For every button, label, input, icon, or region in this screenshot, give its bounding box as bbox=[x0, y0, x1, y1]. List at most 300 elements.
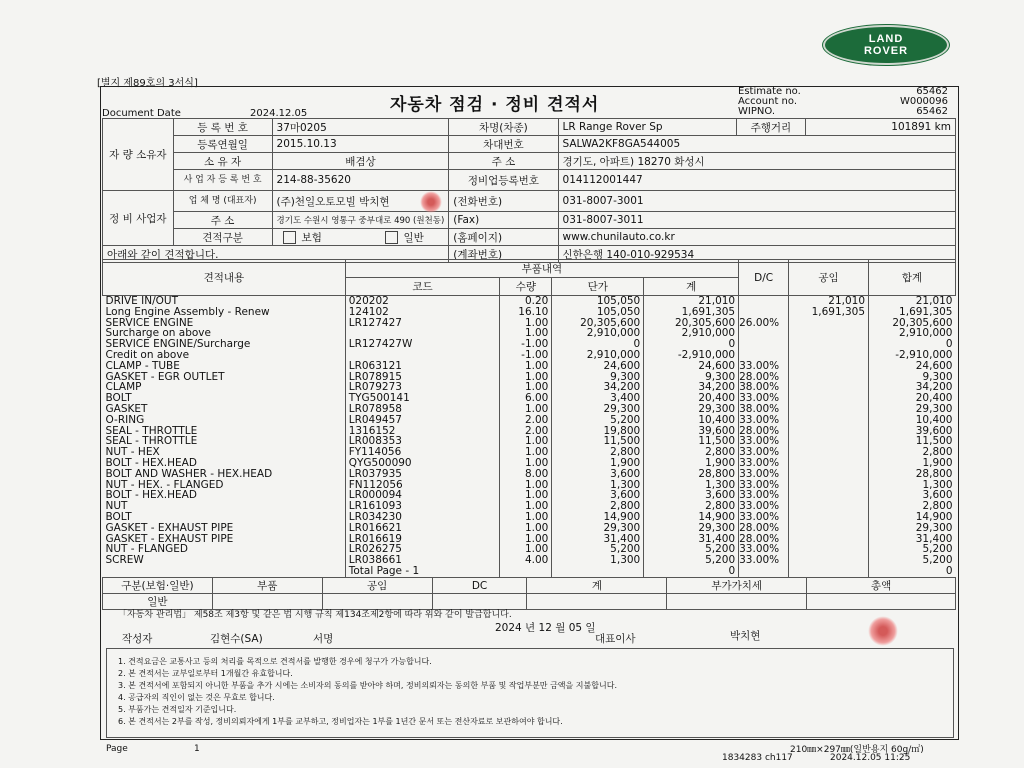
item-dc: 33.00% bbox=[739, 555, 789, 566]
item-desc: GASKET - EXHAUST PIPE bbox=[105, 532, 234, 545]
item-total: 39,600 bbox=[644, 426, 739, 437]
item-unit: 2,910,000 bbox=[552, 350, 644, 361]
item-total: 11,500 bbox=[644, 436, 739, 447]
item-dc: 33.00% bbox=[739, 415, 789, 426]
item-desc: SEAL - THROTTLE bbox=[105, 424, 198, 437]
table-row bbox=[103, 555, 956, 566]
item-sum: 3,600 bbox=[869, 490, 956, 501]
vehicle-shop-info-table bbox=[102, 118, 956, 263]
item-sum: 29,300 bbox=[869, 404, 956, 415]
item-sum: 14,900 bbox=[869, 512, 956, 523]
item-qty: 1.00 bbox=[500, 372, 552, 383]
item-total: 2,800 bbox=[644, 501, 739, 512]
note-4: 4. 공급자의 직인이 없는 것은 무효로 합니다. bbox=[118, 693, 275, 702]
item-sum: 34,200 bbox=[869, 382, 956, 393]
item-labor bbox=[789, 350, 869, 361]
company-seal-stamp bbox=[420, 191, 442, 213]
wipno: 65462 bbox=[916, 106, 948, 117]
vehicle-owner-section-label: 자 량 소유자 bbox=[103, 119, 174, 191]
item-labor bbox=[789, 415, 869, 426]
item-sum: 20,305,600 bbox=[869, 318, 956, 329]
item-dc: 38.00% bbox=[739, 382, 789, 393]
item-unit: 14,900 bbox=[552, 512, 644, 523]
item-desc: SERVICE ENGINE bbox=[105, 316, 194, 329]
summary-grand bbox=[807, 594, 956, 610]
phone: 031-8007-3001 bbox=[558, 191, 955, 212]
item-total: 0 bbox=[644, 339, 739, 350]
item-qty: 1.00 bbox=[500, 458, 552, 469]
shop-section-label: 정 비 사업자 bbox=[103, 191, 174, 246]
item-qty: 1.00 bbox=[500, 523, 552, 534]
general-option-label: 일반 bbox=[403, 231, 424, 244]
item-total: 34,200 bbox=[644, 382, 739, 393]
item-qty: 1.00 bbox=[500, 480, 552, 491]
item-dc: 33.00% bbox=[739, 361, 789, 372]
item-dc: 38.00% bbox=[739, 404, 789, 415]
author-label: 작성자 bbox=[122, 633, 153, 645]
item-sum: 39,600 bbox=[869, 426, 956, 437]
item-qty: 2.00 bbox=[500, 426, 552, 437]
item-sum: 28,800 bbox=[869, 469, 956, 480]
item-code: LR161093 bbox=[345, 501, 500, 512]
item-qty: 0.20 bbox=[500, 296, 552, 307]
dc-header: D/C bbox=[739, 260, 789, 296]
item-sum: 24,600 bbox=[869, 361, 956, 372]
item-code: LR026275 bbox=[345, 544, 500, 555]
item-qty: 16.10 bbox=[500, 307, 552, 318]
vin: SALWA2KF8GA544005 bbox=[558, 136, 955, 153]
address-label: 주 소 bbox=[449, 153, 558, 170]
item-code: LR008353 bbox=[345, 436, 500, 447]
item-code: TYG500141 bbox=[345, 393, 500, 404]
table-row bbox=[103, 469, 956, 480]
item-sum: 1,300 bbox=[869, 480, 956, 491]
item-sum: 29,300 bbox=[869, 523, 956, 534]
item-unit: 105,050 bbox=[552, 296, 644, 307]
reg-no: 37마0205 bbox=[272, 119, 449, 136]
reg-date-label: 등록연월일 bbox=[173, 136, 272, 153]
sum-header: 합계 bbox=[869, 260, 956, 296]
item-unit: 34,200 bbox=[552, 382, 644, 393]
item-qty: 6.00 bbox=[500, 393, 552, 404]
item-total: 5,200 bbox=[644, 544, 739, 555]
summary-total-header: 계 bbox=[527, 578, 667, 594]
item-sum: 9,300 bbox=[869, 372, 956, 383]
official-seal-stamp bbox=[868, 616, 898, 646]
item-total: 9,300 bbox=[644, 372, 739, 383]
item-sum: 2,910,000 bbox=[869, 328, 956, 339]
item-labor bbox=[789, 404, 869, 415]
item-unit: 1,300 bbox=[552, 555, 644, 566]
general-checkbox bbox=[385, 231, 398, 244]
item-desc: SCREW bbox=[105, 554, 144, 567]
item-desc: SERVICE ENGINE/Surcharge bbox=[105, 338, 251, 351]
item-desc: GASKET - EGR OUTLET bbox=[105, 370, 225, 383]
item-unit: 2,800 bbox=[552, 501, 644, 512]
item-unit: 5,200 bbox=[552, 415, 644, 426]
item-total: 3,600 bbox=[644, 490, 739, 501]
item-qty: 1.00 bbox=[500, 544, 552, 555]
wipno-label: WIPNO. bbox=[738, 106, 775, 117]
biz-no: 214-88-35620 bbox=[272, 170, 449, 191]
item-dc: 28.00% bbox=[739, 372, 789, 383]
item-dc: 33.00% bbox=[739, 458, 789, 469]
item-unit: 3,600 bbox=[552, 469, 644, 480]
summary-total bbox=[527, 594, 667, 610]
item-labor bbox=[789, 382, 869, 393]
item-unit: 3,600 bbox=[552, 490, 644, 501]
author-name: 김현수(SA) bbox=[210, 633, 263, 645]
owner: 배겸상 bbox=[272, 153, 449, 170]
document-date: 2024.12.05 bbox=[250, 108, 308, 119]
table-row bbox=[103, 415, 956, 426]
item-labor: 1,691,305 bbox=[789, 307, 869, 318]
summary-type-header: 구분(보험·일반) bbox=[103, 578, 213, 594]
legal-statement: 「자동차 관리법」 제58조 제3항 및 같은 법 시행 규칙 제134조제2항에 따라 위와 같이 발급합니다. bbox=[118, 610, 512, 620]
item-dc: 33.00% bbox=[739, 490, 789, 501]
item-sum: 10,400 bbox=[869, 415, 956, 426]
form-number: [별지 제89호의 3서식] bbox=[97, 78, 198, 89]
account-no-label: Account no. bbox=[738, 96, 798, 107]
item-code: LR063121 bbox=[345, 361, 500, 372]
item-total: 21,010 bbox=[644, 296, 739, 307]
item-qty: 1.00 bbox=[500, 328, 552, 339]
item-dc: 28.00% bbox=[739, 534, 789, 545]
mileage-label: 주행거리 bbox=[736, 119, 805, 136]
insurance-checkbox bbox=[283, 231, 296, 244]
item-dc: 26.00% bbox=[739, 318, 789, 329]
item-code: LR000094 bbox=[345, 490, 500, 501]
address: 경기도, 아파트) 18270 화성시 bbox=[558, 153, 955, 170]
item-desc: BOLT - HEX.HEAD bbox=[105, 456, 197, 469]
item-qty: 1.00 bbox=[500, 436, 552, 447]
estimate-no: 65462 bbox=[916, 86, 948, 97]
vin-label: 차대번호 bbox=[449, 136, 558, 153]
item-code: LR016621 bbox=[345, 523, 500, 534]
item-total: 29,300 bbox=[644, 404, 739, 415]
table-row bbox=[103, 361, 956, 372]
item-dc: 28.00% bbox=[739, 426, 789, 437]
item-desc: BOLT - HEX.HEAD bbox=[105, 489, 197, 502]
item-unit: 3,400 bbox=[552, 393, 644, 404]
note-1: 1. 견적요금은 교통사고 등의 처리를 목적으로 견적서를 발행한 경우에 청구가 가능합니다. bbox=[118, 657, 432, 666]
item-code: QYG500090 bbox=[345, 458, 500, 469]
summary-vat-header: 부가가치세 bbox=[667, 578, 807, 594]
summary-parts-header: 부품 bbox=[212, 578, 322, 594]
code-header: 코드 bbox=[345, 278, 500, 296]
item-dc: 33.00% bbox=[739, 447, 789, 458]
item-unit: 19,800 bbox=[552, 426, 644, 437]
item-unit bbox=[552, 566, 644, 577]
item-total: 10,400 bbox=[644, 415, 739, 426]
phone-label: (전화번호) bbox=[449, 191, 558, 212]
item-total: 2,910,000 bbox=[644, 328, 739, 339]
estimate-type-options bbox=[272, 229, 449, 246]
item-unit: 29,300 bbox=[552, 523, 644, 534]
page-label: Page bbox=[106, 744, 128, 754]
model: LR Range Rover Sp bbox=[558, 119, 736, 136]
summary-grand-header: 총액 bbox=[807, 578, 956, 594]
item-sum: 11,500 bbox=[869, 436, 956, 447]
fax: 031-8007-3011 bbox=[558, 212, 955, 229]
item-qty: 1.00 bbox=[500, 361, 552, 372]
item-labor bbox=[789, 372, 869, 383]
item-qty: 1.00 bbox=[500, 404, 552, 415]
item-unit: 0 bbox=[552, 339, 644, 350]
item-unit: 11,500 bbox=[552, 436, 644, 447]
item-desc: NUT - HEX. - FLANGED bbox=[105, 478, 224, 491]
item-dc: 33.00% bbox=[739, 512, 789, 523]
item-code: LR049457 bbox=[345, 415, 500, 426]
note-6: 6. 본 견적서는 2부를 작성, 정비의뢰자에게 1부를 교부하고, 정비업자는 1부를 1년간 문서 또는 전산자료로 보관하여야 합니다. bbox=[118, 717, 563, 726]
item-code: LR078958 bbox=[345, 404, 500, 415]
item-dc: 33.00% bbox=[739, 544, 789, 555]
item-total: 1,900 bbox=[644, 458, 739, 469]
item-unit: 31,400 bbox=[552, 534, 644, 545]
item-sum: 0 bbox=[869, 339, 956, 350]
item-total: 2,800 bbox=[644, 447, 739, 458]
item-labor bbox=[789, 458, 869, 469]
table-row bbox=[103, 523, 956, 534]
item-labor bbox=[789, 447, 869, 458]
item-labor bbox=[789, 328, 869, 339]
owner-label: 소 유 자 bbox=[173, 153, 272, 170]
shop-addr-label: 주 소 bbox=[173, 212, 272, 229]
item-total: 1,691,305 bbox=[644, 307, 739, 318]
item-unit: 9,300 bbox=[552, 372, 644, 383]
item-labor bbox=[789, 469, 869, 480]
note-3: 3. 본 견적서에 포함되지 아니한 부품을 추가 시에는 소비자의 동의를 받아야 하며, 정비의뢰자는 동의한 부품 및 작업부분만 금액을 지불합니다. bbox=[118, 681, 617, 690]
item-sum: 21,010 bbox=[869, 296, 956, 307]
item-qty: -1.00 bbox=[500, 350, 552, 361]
item-dc: 28.00% bbox=[739, 523, 789, 534]
estimate-no-label: Estimate no. bbox=[738, 86, 801, 97]
item-desc: NUT bbox=[105, 500, 128, 513]
item-dc: 33.00% bbox=[739, 469, 789, 480]
item-code: 124102 bbox=[345, 307, 500, 318]
item-labor bbox=[789, 501, 869, 512]
item-sum: 31,400 bbox=[869, 534, 956, 545]
item-labor bbox=[789, 426, 869, 437]
company: (주)천일오토모빌 박치현 bbox=[272, 191, 449, 212]
item-dc bbox=[739, 328, 789, 339]
item-qty: 1.00 bbox=[500, 382, 552, 393]
item-qty: 1.00 bbox=[500, 534, 552, 545]
item-desc: SEAL - THROTTLE bbox=[105, 435, 198, 448]
item-desc bbox=[103, 566, 346, 577]
item-labor bbox=[789, 318, 869, 329]
item-total: -2,910,000 bbox=[644, 350, 739, 361]
repair-reg-label: 정비업등록번호 bbox=[449, 170, 558, 191]
item-total: 5,200 bbox=[644, 555, 739, 566]
item-code: 020202 bbox=[345, 296, 500, 307]
item-unit: 2,910,000 bbox=[552, 328, 644, 339]
item-qty: 1.00 bbox=[500, 447, 552, 458]
item-unit: 1,900 bbox=[552, 458, 644, 469]
item-desc: NUT - HEX bbox=[105, 446, 160, 459]
summary-table bbox=[102, 577, 956, 610]
item-desc: CLAMP - TUBE bbox=[105, 359, 180, 372]
item-code: LR038661 bbox=[345, 555, 500, 566]
company-label: 업 체 명 (대표자) bbox=[173, 191, 272, 212]
item-qty: 1.00 bbox=[500, 501, 552, 512]
reg-date: 2015.10.13 bbox=[272, 136, 449, 153]
item-sum: 20,400 bbox=[869, 393, 956, 404]
issue-date: 2024 년 12 월 05 일 bbox=[495, 622, 596, 634]
print-info: 1834283 ch117 bbox=[722, 753, 793, 763]
item-unit: 5,200 bbox=[552, 544, 644, 555]
item-dc: 33.00% bbox=[739, 393, 789, 404]
item-total: 29,300 bbox=[644, 523, 739, 534]
item-desc: CLAMP bbox=[105, 381, 142, 394]
item-unit: 24,600 bbox=[552, 361, 644, 372]
item-labor bbox=[789, 361, 869, 372]
summary-vat bbox=[667, 594, 807, 610]
labor-header: 공임 bbox=[789, 260, 869, 296]
item-unit: 20,305,600 bbox=[552, 318, 644, 329]
item-desc: DRIVE IN/OUT bbox=[105, 295, 178, 307]
item-dc: 33.00% bbox=[739, 436, 789, 447]
table-row bbox=[103, 566, 956, 577]
item-desc: O-RING bbox=[105, 413, 145, 426]
item-code: FY114056 bbox=[345, 447, 500, 458]
item-sum: 2,800 bbox=[869, 447, 956, 458]
document-date-label: Document Date bbox=[102, 108, 181, 119]
note-2: 2. 본 견적서는 교부일로부터 1개월간 유효합니다. bbox=[118, 669, 293, 678]
item-desc: Surcharge on above bbox=[105, 327, 211, 340]
item-qty: 1.00 bbox=[500, 512, 552, 523]
item-desc: GASKET - EXHAUST PIPE bbox=[105, 521, 234, 534]
item-desc: NUT - FLANGED bbox=[105, 543, 188, 556]
item-labor bbox=[789, 339, 869, 350]
bank-account: 신한은행 140-010-929534 bbox=[558, 246, 955, 263]
item-total: 24,600 bbox=[644, 361, 739, 372]
item-code: 1316152 bbox=[345, 426, 500, 437]
item-code: FN112056 bbox=[345, 480, 500, 491]
insurance-option-label: 보험 bbox=[301, 231, 322, 244]
item-qty: 4.00 bbox=[500, 555, 552, 566]
parts-total-header: 계 bbox=[644, 278, 739, 296]
item-qty: 1.00 bbox=[500, 490, 552, 501]
unit-price-header: 단가 bbox=[552, 278, 644, 296]
note-5: 5. 부품가는 견적일자 기준입니다. bbox=[118, 705, 237, 714]
reg-no-label: 등 록 번 호 bbox=[173, 119, 272, 136]
fax-label: (Fax) bbox=[449, 212, 558, 229]
estimate-statement: 아래와 같이 견적합니다. bbox=[103, 246, 449, 263]
model-label: 차명(차종) bbox=[449, 119, 558, 136]
item-unit: 1,300 bbox=[552, 480, 644, 491]
summary-labor-header: 공임 bbox=[322, 578, 432, 594]
item-total: 28,800 bbox=[644, 469, 739, 480]
item-unit: 2,800 bbox=[552, 447, 644, 458]
summary-type: 일반 bbox=[103, 594, 213, 610]
qty-header: 수량 bbox=[500, 278, 552, 296]
bank-account-label: (계좌번호) bbox=[449, 246, 558, 263]
item-qty: -1.00 bbox=[500, 339, 552, 350]
web: www.chunilauto.co.kr bbox=[558, 229, 955, 246]
print-time: 2024.12.05 11:25 bbox=[830, 753, 911, 763]
item-dc: 33.00% bbox=[739, 480, 789, 491]
item-total: 20,400 bbox=[644, 393, 739, 404]
item-code: Total Page - 1 bbox=[345, 566, 500, 577]
item-dc bbox=[739, 566, 789, 577]
item-desc: BOLT AND WASHER - HEX.HEAD bbox=[105, 467, 273, 480]
item-labor bbox=[789, 490, 869, 501]
item-unit: 105,050 bbox=[552, 307, 644, 318]
item-labor bbox=[789, 523, 869, 534]
parts-header: 부품내역 bbox=[345, 260, 738, 278]
document-title: 자동차 점검 · 정비 견적서 bbox=[390, 95, 600, 115]
item-total: 1,300 bbox=[644, 480, 739, 491]
item-total: 31,400 bbox=[644, 534, 739, 545]
ceo-label: 대표이사 bbox=[595, 633, 636, 645]
item-desc: Credit on above bbox=[105, 348, 190, 361]
item-labor bbox=[789, 393, 869, 404]
item-code: LR078915 bbox=[345, 372, 500, 383]
estimate-type-label: 견적구분 bbox=[173, 229, 272, 246]
item-code: LR127427W bbox=[345, 339, 500, 350]
item-unit: 29,300 bbox=[552, 404, 644, 415]
item-desc: BOLT bbox=[105, 392, 132, 405]
item-qty: 1.00 bbox=[500, 318, 552, 329]
item-desc: BOLT bbox=[105, 510, 132, 523]
item-qty: 2.00 bbox=[500, 415, 552, 426]
item-dc: 33.00% bbox=[739, 501, 789, 512]
item-total: 20,305,600 bbox=[644, 318, 739, 329]
account-no: W000096 bbox=[899, 96, 948, 107]
item-sum: 5,200 bbox=[869, 555, 956, 566]
mileage: 101891 km bbox=[806, 119, 956, 136]
item-labor bbox=[789, 566, 869, 577]
item-labor bbox=[789, 436, 869, 447]
table-row bbox=[103, 307, 956, 318]
item-labor bbox=[789, 544, 869, 555]
item-labor bbox=[789, 555, 869, 566]
summary-dc-header: DC bbox=[432, 578, 527, 594]
biz-no-label: 사 업 자 등 록 번 호 bbox=[173, 170, 272, 191]
items-body bbox=[103, 296, 956, 577]
item-code: LR037935 bbox=[345, 469, 500, 480]
item-total: 0 bbox=[644, 566, 739, 577]
item-labor bbox=[789, 480, 869, 491]
ceo-name: 박치현 bbox=[730, 630, 761, 642]
page-number: 1 bbox=[194, 744, 200, 754]
item-labor: 21,010 bbox=[789, 296, 869, 307]
item-code: LR079273 bbox=[345, 382, 500, 393]
web-label: (홈페이지) bbox=[449, 229, 558, 246]
desc-header: 견적내용 bbox=[103, 260, 346, 296]
signature-label: 서명 bbox=[313, 633, 334, 645]
item-sum: 1,900 bbox=[869, 458, 956, 469]
item-sum: -2,910,000 bbox=[869, 350, 956, 361]
paper-spec: 210㎜×297㎜(일반용지 60g/㎡) bbox=[790, 745, 924, 755]
item-code: LR127427 bbox=[345, 318, 500, 329]
item-labor bbox=[789, 512, 869, 523]
land-rover-logo: LAND ROVER bbox=[823, 25, 949, 65]
item-desc: GASKET bbox=[105, 402, 148, 415]
repair-reg: 014112001447 bbox=[558, 170, 955, 191]
item-dc bbox=[739, 307, 789, 318]
item-desc: Long Engine Assembly - Renew bbox=[105, 305, 270, 318]
item-sum: 0 bbox=[869, 566, 956, 577]
shop-addr: 경기도 수원시 영통구 중부대로 490 (원천동) bbox=[272, 212, 449, 229]
item-code: LR016619 bbox=[345, 534, 500, 545]
item-dc bbox=[739, 339, 789, 350]
item-labor bbox=[789, 534, 869, 545]
item-code: LR034230 bbox=[345, 512, 500, 523]
item-dc bbox=[739, 296, 789, 307]
item-qty: 8.00 bbox=[500, 469, 552, 480]
